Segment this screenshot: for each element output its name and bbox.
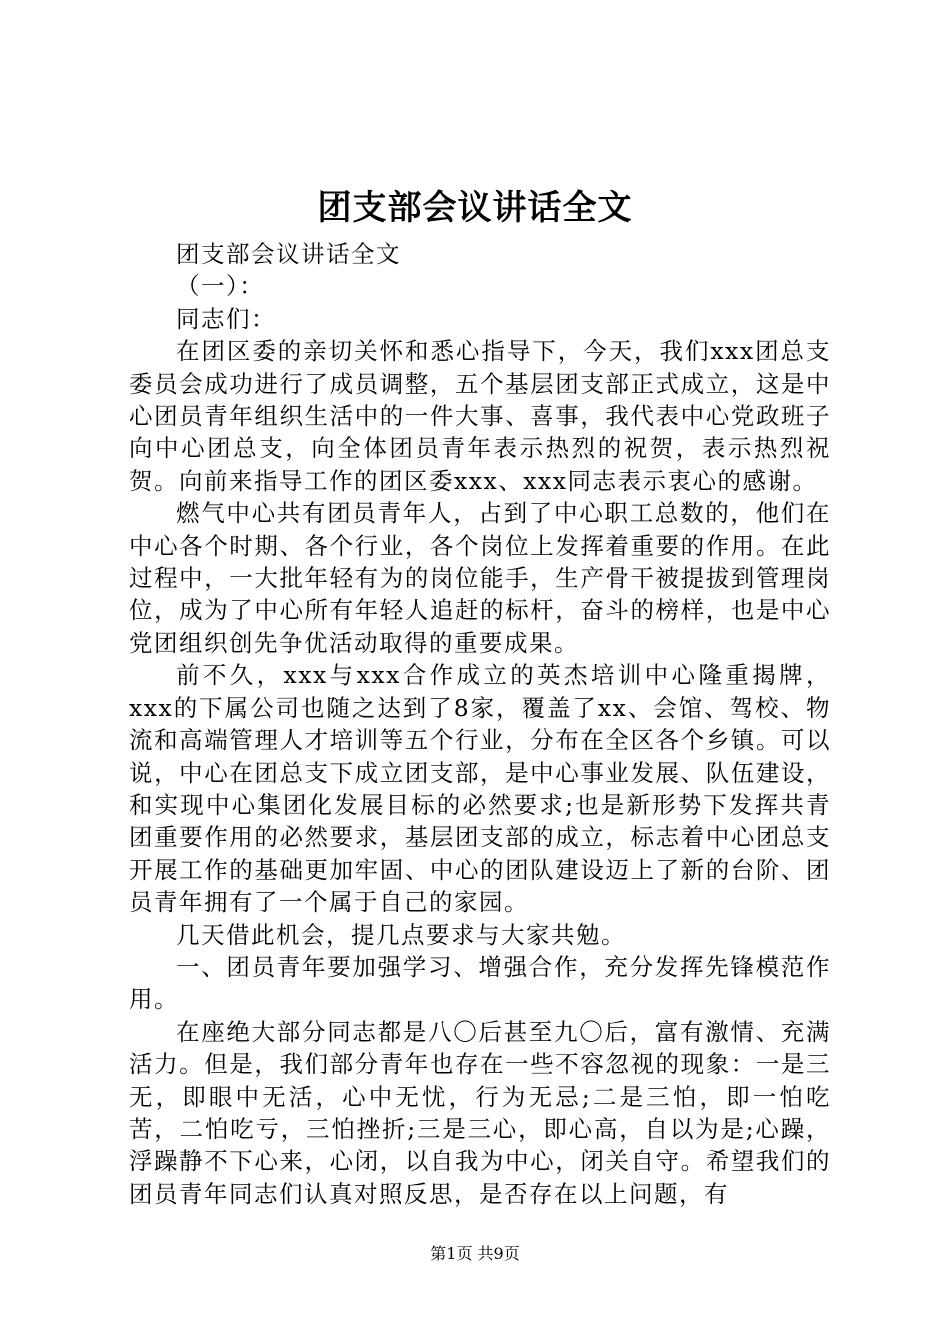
- paragraph-body: 前不久，xxx与xxx合作成立的英杰培训中心隆重揭牌，xxx的下属公司也随之达到了8家，覆盖了xx、会馆、驾校、物流和高端管理人才培训等五个行业，分布在全区各个乡镇。可以说，中心在团总支下成立团支部，是中心事业发展、队伍建设，和实现中心集团化发展目标的必然要求;也是新形势下发挥共青团重要作用的必然要求，基层团支部的成立，标志着中心团总支开展工作的基础更加牢固、中心的团队建设迈上了新的台阶、团员青年拥有了一个属于自己的家园。: [129, 661, 831, 917]
- paragraph-body: 在团区委的亲切关怀和悉心指导下，今天，我们xxx团总支委员会成功进行了成员调整，五个基层团支部正式成立，这是中心团员青年组织生活中的一件大事、喜事，我代表中心党政班子向中心团总支，向全体团员青年表示热烈的祝贺，表示热烈祝贺。向前来指导工作的团区委xxx、xxx同志表示衷心的感谢。: [129, 337, 831, 495]
- document-title: 团支部会议讲话全文: [317, 188, 633, 228]
- paragraph-body: 几天借此机会，提几点要求与大家共勉。: [176, 920, 626, 949]
- paragraph-body: 在座绝大部分同志都是八〇后甚至九〇后，富有激情、充满活力。但是，我们部分青年也存在一些不容忽视的现象：一是三无，即眼中无活，心中无忧，行为无忌;二是三怕，即一怕吃苦，二怕吃亏，三怕挫折;三是三心，即心高，自以为是;心躁，浮躁静不下心来，心闭，以自我为中心，闭关自守。希望我们的团员青年同志们认真对照反思，是否存在以上问题，有: [129, 1017, 831, 1208]
- paragraph-section-number: （一）：: [176, 272, 265, 301]
- paragraph-subtitle: 团支部会议讲话全文: [176, 240, 401, 268]
- document-body: [129, 238, 831, 1210]
- paragraph-heading: 一、团员青年要加强学习、增强合作，充分发挥先锋模范作用。: [129, 952, 831, 1014]
- paragraph-salutation: 同志们：: [176, 304, 276, 333]
- page-footer: 第1页 共9页: [430, 1244, 520, 1263]
- paragraph-body: 燃气中心共有团员青年人，占到了中心职工总数的，他们在中心各个时期、各个行业，各个岗位上发挥着重要的作用。在此过程中，一大批年轻有为的岗位能手，生产骨干被提拔到管理岗位，成为了中心所有年轻人追赶的标杆，奋斗的榜样，也是中心党团组织创先争优活动取得的重要成果。: [129, 499, 831, 657]
